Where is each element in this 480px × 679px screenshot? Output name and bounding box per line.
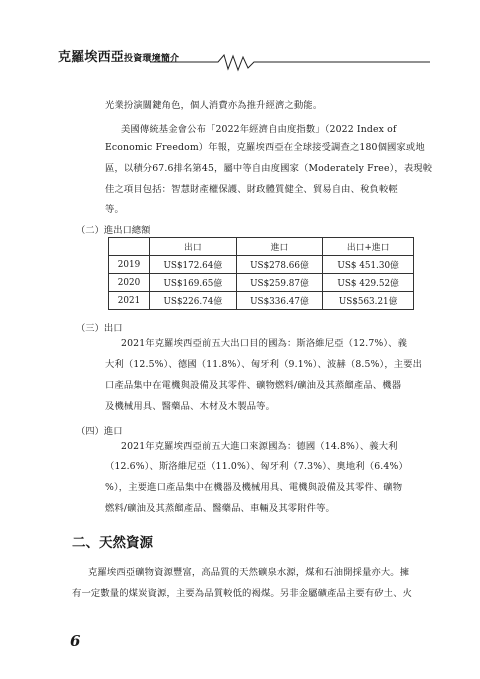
export-line-4: 及機械用具、醫藥品、木材及木製品等。	[105, 401, 276, 412]
table-cell-total: US$ 429.52億	[323, 274, 414, 292]
intro-line-6: 等。	[105, 204, 124, 215]
export-line-2: 大利（12.5%）、德國（11.8%）、匈牙利（9.1%）、波赫（8.5%），主要出	[105, 359, 423, 370]
table-row	[109, 256, 414, 274]
table-cell-export: US$172.64億	[150, 256, 237, 274]
table-header-cell	[109, 238, 150, 256]
header-title-sub: 投資環境簡介	[124, 54, 180, 64]
table-header-cell: 出口+進口	[323, 238, 414, 256]
table-cell-total: US$563.21億	[323, 292, 414, 310]
intro-line-5: 佳之項目包括：智慧財產權保護、財政體質健全、貿易自由、稅負較輕	[105, 184, 398, 195]
section-label-export: （三）出口	[76, 323, 123, 334]
chapter-heading: 二、天然資源	[72, 535, 153, 551]
table-cell-total: US$ 451.30億	[323, 256, 414, 274]
trade-total-table	[108, 237, 414, 310]
table-cell-year: 2020	[109, 274, 150, 292]
table-header-cell: 進口	[236, 238, 323, 256]
import-line-3: %），主要進口產品集中在機器及機械用具、電機與設備及其零件、礦物	[105, 482, 403, 493]
page-number: 6	[70, 632, 81, 650]
section-label-trade-total: （二）進出口總額	[76, 225, 151, 236]
table-cell-import: US$278.66億	[236, 256, 323, 274]
intro-line-1: 光業扮演關鍵角色，個人消費亦為推升經濟之動能。	[105, 100, 323, 111]
table-cell-year: 2019	[109, 256, 150, 274]
intro-line-4: 區，以積分67.6排名第45，屬中等自由度國家（Moderately Free），表現較	[105, 163, 433, 174]
intro-line-3: Economic Freedom）年報，克羅埃西亞在全球接受調查之180個國家或地	[105, 142, 425, 153]
import-line-2: （12.6%）、斯洛維尼亞（11.0%）、匈牙利（7.3%）、奧地利（6.4%）	[105, 461, 408, 472]
table-row	[109, 292, 414, 310]
running-header	[58, 38, 430, 68]
export-line-3: 口產品集中在電機與設備及其零件、礦物燃料/礦油及其蒸餾產品、機器	[105, 380, 402, 391]
table-cell-year: 2021	[109, 292, 150, 310]
table-cell-export: US$169.65億	[150, 274, 237, 292]
table-row	[109, 274, 414, 292]
table-header-row	[109, 238, 414, 256]
table-cell-import: US$259.87億	[236, 274, 323, 292]
resources-line-1: 克羅埃西亞礦物資源豐富，高品質的天然礦泉水源，煤和石油開採量亦大。擁	[88, 567, 410, 578]
resources-line-2: 有一定數量的煤炭資源，主要為品質較低的褐煤。另非金屬礦產品主要有矽土、火	[72, 588, 413, 599]
export-line-1: 2021年克羅埃西亞前五大出口目的國為：斯洛維尼亞（12.7%）、義	[121, 338, 408, 349]
header-title-main: 克羅埃西亞	[58, 50, 125, 65]
section-label-import: （四）進口	[76, 426, 123, 437]
table-header-cell: 出口	[150, 238, 237, 256]
import-line-4: 燃料/礦油及其蒸餾產品、醫藥品、車輛及其零附件等。	[105, 503, 336, 514]
table-cell-import: US$336.47億	[236, 292, 323, 310]
intro-line-2: 美國傳統基金會公布「2022年經濟自由度指數」（2022 Index of	[121, 124, 397, 135]
header-wave-line	[58, 54, 430, 74]
import-line-1: 2021年克羅埃西亞前五大進口來源國為：德國（14.8%）、義大利	[121, 441, 398, 452]
table-cell-export: US$226.74億	[150, 292, 237, 310]
